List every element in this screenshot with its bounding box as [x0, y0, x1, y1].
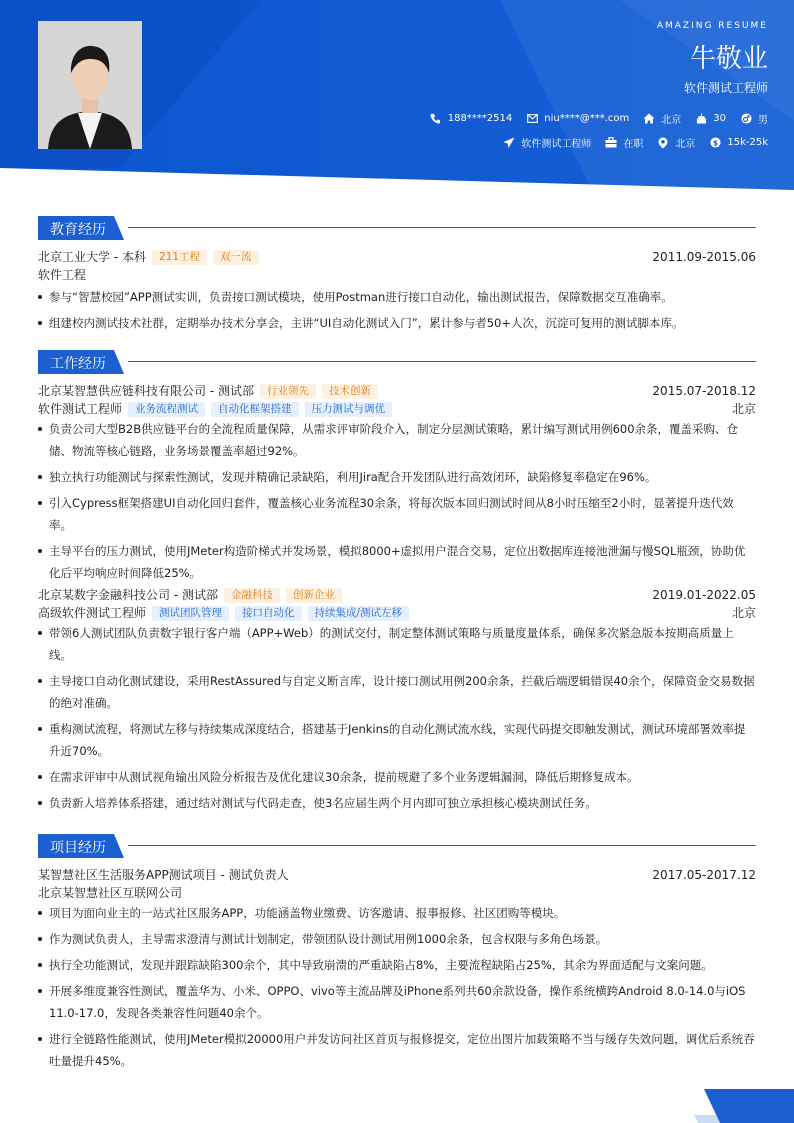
- job-intent-row: [489, 135, 768, 150]
- section-header: [38, 834, 756, 858]
- list-item: 重构测试流程，将测试左移与持续集成深度结合，搭建基于Jenkins的自动化测试流水线，实现代码提交即触发测试，测试环境部署效率提升近70%。: [38, 718, 756, 762]
- job-header-row: [38, 586, 756, 604]
- money-icon: [709, 137, 721, 149]
- footer-decoration: [0, 1080, 794, 1123]
- education-bullets: [38, 286, 756, 334]
- education-section: [38, 216, 756, 334]
- project-header-row: [38, 866, 756, 884]
- list-item: 项目为面向业主的一站式社区服务APP，功能涵盖物业缴费、访客邀请、报事报修、社区团购等模块。: [38, 902, 756, 924]
- location-pin-icon: [657, 137, 669, 149]
- list-item: 开展多维度兼容性测试，覆盖华为、小米、OPPO、vivo等主流品牌及iPhone系列共60余款设备，操作系统横跨Android 8.0-14.0与iOS 11.0-17.0，发现各类兼容性问题40余个。: [38, 980, 756, 1024]
- section-title: 项目经历: [50, 840, 106, 856]
- list-item: 在需求评审中从测试视角输出风险分析报告及优化建议30余条，提前规避了多个业务逻辑漏洞，降低后期修复成本。: [38, 766, 756, 788]
- school-name: 北京工业大学 - 本科: [38, 250, 146, 264]
- section-title: 教育经历: [50, 222, 106, 238]
- section-divider: [128, 227, 756, 228]
- skill-tag: 自动化框架搭建: [211, 402, 299, 417]
- section-header: [38, 350, 756, 374]
- section-divider: [128, 845, 756, 846]
- list-item: 带领6人测试团队负责数字银行客户端（APP+Web）的测试交付，制定整体测试策略与质量度量体系，确保多次紧急版本按期高质量上线。: [38, 622, 756, 666]
- send-icon: [503, 137, 515, 149]
- company-tag: 创新企业: [286, 588, 342, 603]
- status-item: [605, 135, 643, 150]
- skill-tag: 接口自动化: [235, 606, 302, 621]
- skill-tag: 测试团队管理: [152, 606, 229, 621]
- status-text: 在职: [623, 139, 644, 150]
- job-bullets: [38, 418, 756, 584]
- company-tag: 金融科技: [224, 588, 280, 603]
- major-name: 软件工程: [38, 268, 87, 282]
- job-role-row: [38, 604, 756, 622]
- gender-item: [740, 111, 768, 126]
- intent-city-text: 北京: [675, 139, 696, 150]
- job-date: 2015.07-2018.12: [652, 384, 756, 398]
- email-item: [526, 113, 629, 125]
- projects-section: [38, 834, 756, 1072]
- list-item: 引入Cypress框架搭建UI自动化回归套件，覆盖核心业务流程30余条，将每次版本回归测试时间从8小时压缩至2小时，显著提升迭代效率。: [38, 492, 756, 536]
- list-item: 执行全功能测试，发现并跟踪缺陷300余个，其中导致崩溃的严重缺陷占8%，主要流程缺陷占25%，其余为界面适配与文案问题。: [38, 954, 756, 976]
- list-item: 独立执行功能测试与探索性测试，发现并精确记录缺陷，利用Jira配合开发团队进行高效闭环，缺陷修复率稳定在96%。: [38, 466, 756, 488]
- candidate-title: 软件测试工程师: [683, 81, 768, 95]
- list-item: 作为测试负责人，主导需求澄清与测试计划制定，带领团队设计测试用例1000余条，包含权限与多角色场景。: [38, 928, 756, 950]
- school-tag: 双一流: [213, 250, 259, 265]
- company-tag: 行业领先: [260, 384, 316, 399]
- project-org: 北京某智慧社区互联网公司: [38, 886, 183, 900]
- briefcase-icon: [605, 137, 617, 149]
- project-org-row: [38, 884, 756, 902]
- job-role-row: [38, 400, 756, 418]
- company-name: 北京某数字金融科技公司 - 测试部: [38, 588, 218, 602]
- intent-position-item: [503, 135, 591, 150]
- profile-photo: [38, 21, 142, 149]
- skill-tag: 业务流程测试: [128, 402, 205, 417]
- list-item: 组建校内测试技术社群，定期举办技术分享会，主讲“UI自动化测试入门”，累计参与者50+人次，沉淀可复用的测试脚本库。: [38, 312, 756, 334]
- age-text: 30: [713, 113, 726, 124]
- work-section: [38, 350, 756, 814]
- project-date: 2017.05-2017.12: [652, 868, 756, 882]
- list-item: 主导平台的压力测试，使用JMeter构造阶梯式并发场景，模拟8000+虚拟用户混合交易，定位出数据库连接池泄漏与慢SQL瓶颈，协助优化后平均响应时间降低25%。: [38, 540, 756, 584]
- gender-icon: [740, 113, 752, 125]
- job-role: 高级软件测试工程师: [38, 606, 147, 620]
- intent-city-item: [657, 135, 695, 150]
- mail-icon: [526, 113, 538, 125]
- job-date: 2019.01-2022.05: [652, 588, 756, 602]
- cake-icon: [695, 113, 707, 125]
- section-header: [38, 216, 756, 240]
- intent-position-text: 软件测试工程师: [521, 139, 592, 150]
- project-bullets: [38, 902, 756, 1072]
- project-title: 某智慧社区生活服务APP测试项目 - 测试负责人: [38, 868, 289, 882]
- salary-text: 15k-25k: [727, 137, 768, 148]
- section-title: 工作经历: [50, 356, 106, 372]
- section-divider: [128, 361, 756, 362]
- list-item: 主导接口自动化测试建设，采用RestAssured与自定义断言库，设计接口测试用例200余条，拦截后端逻辑错误40余个，保障资金交易数据的绝对准确。: [38, 670, 756, 714]
- age-item: [695, 113, 726, 125]
- list-item: 负责公司大型B2B供应链平台的全流程质量保障，从需求评审阶段介入，制定分层测试策略，累计编写测试用例600余条，覆盖采购、仓储、物流等核心链路，业务场景覆盖率超过92%。: [38, 418, 756, 462]
- education-date: 2011.09-2015.06: [652, 250, 756, 264]
- phone-text: 188****2514: [447, 113, 513, 124]
- list-item: 参与“智慧校园”APP测试实训，负责接口测试模块，使用Postman进行接口自动化，输出测试报告，保障数据交互准确率。: [38, 286, 756, 308]
- job-role: 软件测试工程师: [38, 402, 123, 416]
- phone-icon: [430, 113, 442, 125]
- candidate-name: 牛敬业: [689, 44, 768, 74]
- hometown-text: 北京: [661, 115, 682, 126]
- school-tag: 211工程: [152, 250, 207, 265]
- hometown-item: [643, 111, 681, 126]
- gender-text: 男: [758, 115, 768, 126]
- company-tag: 技术创新: [322, 384, 378, 399]
- home-icon: [643, 113, 655, 125]
- job-bullets: [38, 622, 756, 814]
- list-item: 进行全链路性能测试，使用JMeter模拟20000用户并发访问社区首页与报修提交，定位出图片加载策略不当与缓存失效问题，调优后系统吞吐量提升45%。: [38, 1028, 756, 1072]
- major-row: [38, 266, 756, 284]
- email-text: niu****@***.com: [544, 113, 630, 124]
- company-name: 北京某智慧供应链科技有限公司 - 测试部: [38, 384, 254, 398]
- resume-tagline: AMAZING RESUME: [656, 21, 768, 31]
- phone-item: [430, 113, 513, 125]
- job-header-row: [38, 382, 756, 400]
- list-item: 负责新人培养体系搭建，通过结对测试与代码走查，使3名应届生两个月内即可独立承担核心模块测试任务。: [38, 792, 756, 814]
- education-header-row: [38, 248, 756, 266]
- header-banner: [0, 0, 794, 195]
- skill-tag: 压力测试与调优: [305, 402, 393, 417]
- job-city: 北京: [731, 606, 756, 620]
- job-city: 北京: [731, 402, 756, 416]
- skill-tag: 持续集成/测试左移: [308, 606, 410, 621]
- contact-info-row: [416, 111, 768, 126]
- salary-item: [709, 137, 768, 149]
- svg-text:$: $: [712, 138, 718, 148]
